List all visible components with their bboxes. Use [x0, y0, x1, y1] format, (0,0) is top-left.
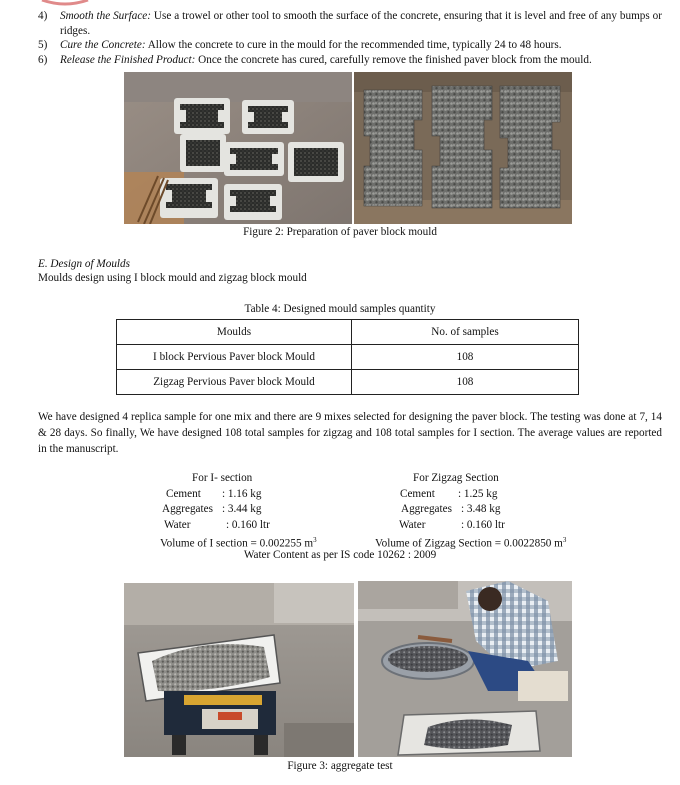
mix-z-title: For Zigzag Section	[413, 472, 499, 484]
table4-caption: Table 4: Designed mould samples quantity	[244, 303, 436, 315]
mix-z-water-label: Water	[399, 518, 426, 531]
step-number: 4)	[38, 10, 48, 22]
table-header-row	[117, 320, 579, 345]
mix-i-agg-value: : 3.44 kg	[222, 503, 262, 515]
step-title: Release the Finished Product:	[60, 53, 196, 66]
step-text: Use a trowel or other tool to smooth the surface of the concrete, ensuring that it is level and free of any bumps or ridges.	[60, 10, 662, 37]
step-text: Once the concrete has cured, carefully remove the finished paver block from the mould.	[195, 53, 592, 66]
section-heading: E. Design of Moulds	[38, 258, 130, 270]
procedure-steps	[38, 9, 662, 67]
section-intro: Moulds design using I block mould and zigzag block mould	[38, 272, 307, 284]
body-paragraph: We have designed 4 replica sample for one mix and there are 9 mixes selected for designing the paver block. The testing was done at 7, 14 & 28 days. So finally, We have designed 108 total samples for zigzag and 108 total samples for I section. The average values are reported in the manuscript.	[38, 411, 662, 455]
step-title: Smooth the Surface:	[60, 10, 151, 22]
figure3-caption: Figure 3: aggregate test	[287, 760, 393, 772]
figure2-blocks-photo	[354, 72, 572, 224]
mix-z-volume-unit-exponent: 3	[562, 536, 567, 544]
mix-z-cement-value: : 1.25 kg	[458, 487, 498, 500]
page-corner-mark	[40, 0, 90, 6]
mix-z-volume: Volume of Zigzag Section = 0.0022850 m	[375, 537, 563, 550]
step-number: 6)	[38, 53, 48, 66]
mix-z-agg-label: Aggregates	[401, 503, 452, 515]
mix-i-cement-label: Cement	[166, 487, 201, 500]
table-cell: Zigzag Pervious Paver block Mould	[117, 370, 352, 395]
mix-i-agg-label: Aggregates	[162, 503, 213, 515]
figure3-scale-photo	[124, 583, 354, 757]
table-header-cell: No. of samples	[352, 320, 579, 345]
mix-i-water-value: : 0.160 ltr	[226, 518, 270, 531]
table-header-cell: Moulds	[117, 320, 352, 345]
water-content-note: Water Content as per IS code 10262 : 2009	[243, 549, 437, 561]
step-5	[38, 38, 662, 53]
table-cell: 108	[352, 370, 579, 395]
mix-z-agg-value: : 3.48 kg	[461, 503, 501, 515]
table-cell: 108	[352, 345, 579, 370]
mix-i-volume: Volume of I section = 0.002255 m	[160, 537, 314, 550]
table-cell: I block Pervious Paver block Mould	[117, 345, 352, 370]
mix-i-water-label: Water	[164, 518, 191, 531]
table-row	[117, 370, 579, 395]
mix-z-water-value: : 0.160 ltr	[461, 518, 505, 531]
mix-zigzag-section	[375, 471, 595, 552]
figure2-moulds-photo	[124, 72, 352, 224]
table-row	[117, 345, 579, 370]
step-title: Cure the Concrete:	[60, 39, 146, 51]
mix-z-cement-label: Cement	[400, 487, 435, 500]
step-4	[38, 9, 662, 38]
table4	[116, 319, 579, 395]
step-number: 5)	[38, 39, 48, 51]
step-text: Allow the concrete to cure in the mould for the recommended time, typically 24 to 48 hours.	[145, 39, 562, 51]
mix-i-title: For I- section	[192, 472, 253, 484]
step-6	[38, 53, 662, 68]
figure2-caption: Figure 2: Preparation of paver block mould	[243, 226, 437, 238]
mix-i-volume-unit-exponent: 3	[313, 536, 317, 544]
figure3-sieving-photo	[358, 581, 572, 757]
mix-i-cement-value: : 1.16 kg	[222, 487, 262, 500]
